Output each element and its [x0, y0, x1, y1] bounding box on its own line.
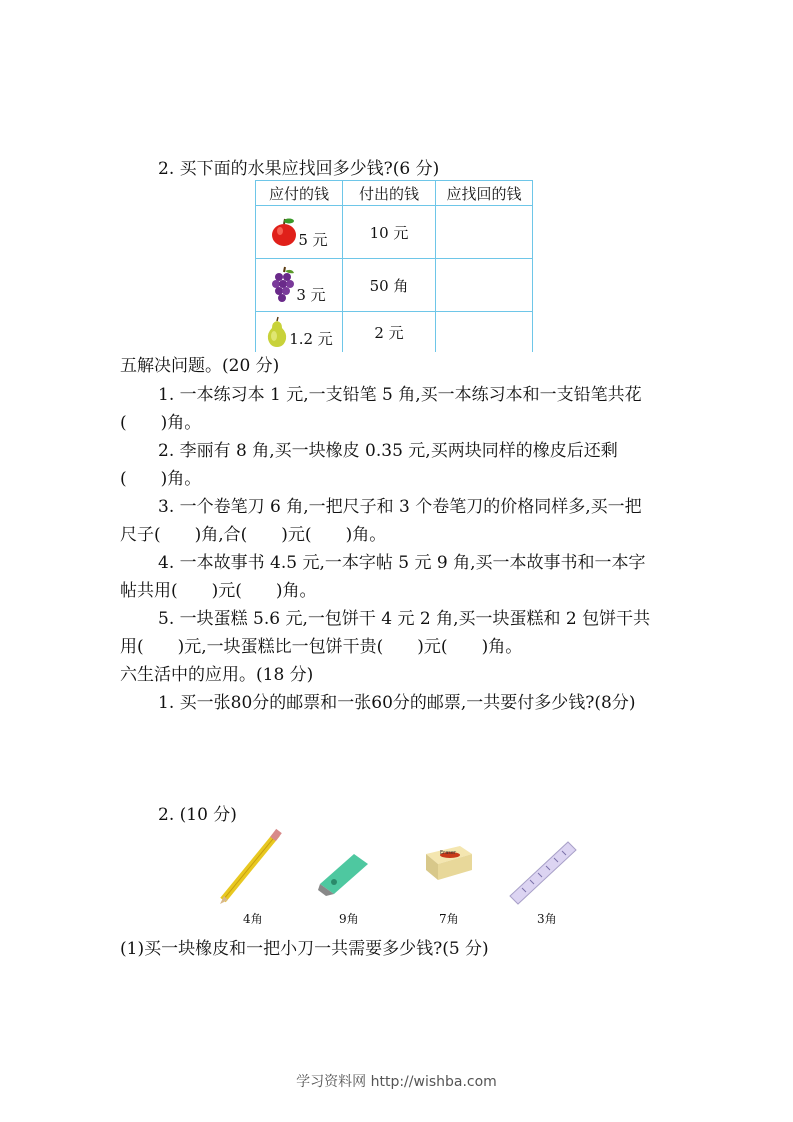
problem-line: 5. 一块蛋糕 5.6 元,一包饼干 4 元 2 角,买一块蛋糕和 2 包饼干共 [158, 609, 651, 629]
price-text: 5 元 [298, 230, 328, 249]
problem-line: 1. 一本练习本 1 元,一支铅笔 5 角,买一本练习本和一支铅笔共花 [158, 385, 642, 405]
table-row [256, 206, 533, 259]
section6-heading: 六生活中的应用。(18 分) [120, 665, 314, 685]
table-row [256, 312, 533, 353]
problem-line: ( )角。 [120, 413, 202, 433]
apple-icon [270, 217, 298, 247]
item-price: 3角 [537, 912, 557, 926]
price-text: 1.2 元 [289, 329, 333, 348]
price-text: 3 元 [296, 285, 326, 304]
change-cell [436, 259, 533, 312]
problem-line: 2. 李丽有 8 角,买一块橡皮 0.35 元,买两块同样的橡皮后还剩 [158, 441, 618, 461]
q2-title: 2. 买下面的水果应找回多少钱?(6 分) [158, 159, 440, 179]
problem-line: 帖共用( )元( )角。 [120, 581, 317, 601]
section6-q1: 1. 买一张80分的邮票和一张60分的邮票,一共要付多少钱?(8分) [158, 693, 636, 713]
grapes-icon [272, 266, 296, 304]
ruler-icon [508, 840, 578, 908]
footer-watermark: 学习资料网 http://wishba.com [296, 1074, 497, 1090]
item-price: 9角 [339, 912, 359, 926]
pear-icon [265, 316, 289, 348]
eraser-icon [422, 842, 474, 884]
section5-heading: 五解决问题。(20 分) [120, 356, 280, 376]
problem-line: 用( )元,一块蛋糕比一包饼干贵( )元( )角。 [120, 637, 523, 657]
paid-text: 10 元 [343, 206, 436, 259]
paid-text: 2 元 [343, 312, 436, 353]
item-price: 7角 [439, 912, 459, 926]
fruit-change-table [255, 180, 533, 352]
section6-sub1: (1)买一块橡皮和一把小刀一共需要多少钱?(5 分) [120, 939, 489, 959]
problem-line: 4. 一本故事书 4.5 元,一本字帖 5 元 9 角,买一本故事书和一本字 [158, 553, 646, 573]
table-header: 付出的钱 [343, 181, 436, 206]
problem-line: ( )角。 [120, 469, 202, 489]
table-row [256, 259, 533, 312]
change-cell [436, 206, 533, 259]
pencil-icon [215, 828, 285, 906]
table-header: 应付的钱 [256, 181, 343, 206]
problem-line: 3. 一个卷笔刀 6 角,一把尺子和 3 个卷笔刀的价格同样多,买一把 [158, 497, 642, 517]
table-header: 应找回的钱 [436, 181, 533, 206]
item-price: 4角 [243, 912, 263, 926]
svg-text:Eraser: Eraser [440, 850, 457, 856]
section6-q2: 2. (10 分) [158, 805, 237, 825]
paid-text: 50 角 [343, 259, 436, 312]
knife-icon [316, 848, 372, 898]
change-cell [436, 312, 533, 353]
problem-line: 尺子( )角,合( )元( )角。 [120, 525, 387, 545]
